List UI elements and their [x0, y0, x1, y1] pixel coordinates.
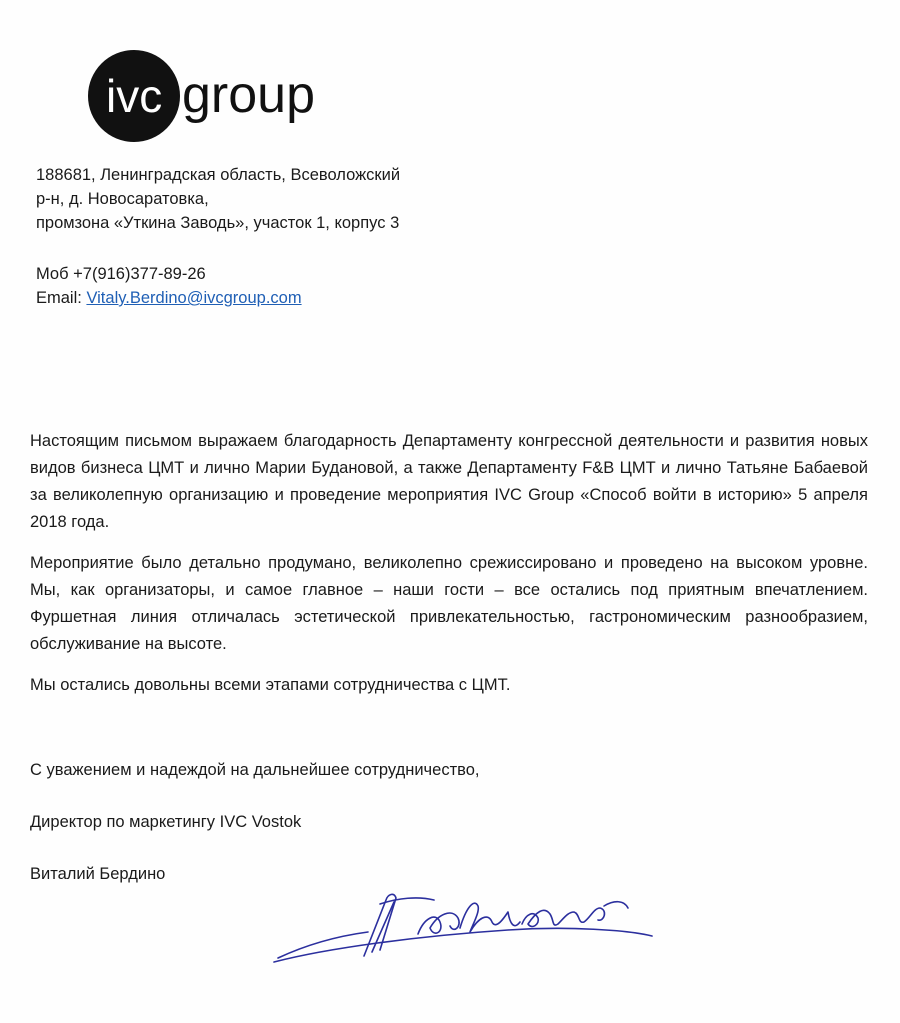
signer-name: Виталий Бердино	[30, 865, 166, 883]
email-line	[36, 286, 496, 310]
body-paragraph-2: Мероприятие было детально продумано, великолепно срежиссировано и проведено на высоком уровне. Мы, как организаторы, и самое главное – наши гости – все остались под приятным впечатлением. Фуршетная линия отличалась эстетической привлекательностью, гастрономическим разнообразием, обслуживание на высоте.	[30, 554, 868, 653]
letter-body	[30, 428, 868, 713]
phone-number: Моб +7(916)377-89-26	[36, 265, 206, 283]
sender-contacts	[36, 262, 496, 310]
address-line-1: 188681, Ленинградская область, Всеволожский	[36, 166, 401, 184]
email-label: Email:	[36, 289, 87, 307]
logo-graphic	[86, 48, 336, 148]
closing-regards: С уважением и надеждой на дальнейшее сотрудничество,	[30, 761, 480, 779]
body-paragraph-1: Настоящим письмом выражаем благодарность Департаменту конгрессной деятельности и развития новых видов бизнеса ЦМТ и лично Марии Будановой, а также Департаменту F&B ЦМТ и лично Татьяне Бабаевой за великолепную организацию и проведение мероприятия IVC Group «Способ войти в историю» 5 апреля 2018 года.	[30, 432, 868, 531]
signer-position: Директор по маркетингу IVC Vostok	[30, 813, 302, 831]
email-link[interactable]: Vitaly.Berdino@ivcgroup.com	[86, 289, 302, 307]
sender-address	[36, 163, 496, 235]
handwritten-signature	[268, 878, 658, 968]
address-line-2: р-н, д. Новосаратовка,	[36, 190, 209, 208]
logo-mark-text: ivc	[106, 70, 163, 122]
signature-graphic	[268, 878, 658, 968]
ivc-group-logo	[86, 48, 336, 148]
body-paragraph-3: Мы остались довольны всеми этапами сотрудничества с ЦМТ.	[30, 676, 511, 694]
address-line-3: промзона «Уткина Заводь», участок 1, корпус 3	[36, 214, 400, 232]
logo-word-text: group	[182, 66, 315, 124]
